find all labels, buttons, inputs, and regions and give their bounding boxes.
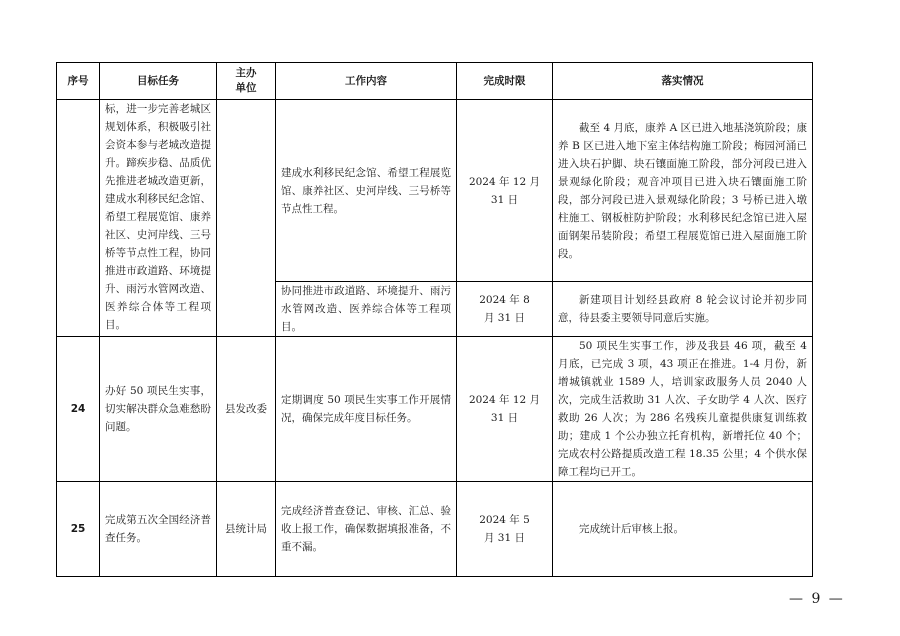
header-deadline: 完成时限 bbox=[457, 63, 553, 100]
table-row bbox=[57, 100, 813, 282]
row-23-unit bbox=[217, 100, 276, 337]
row-24-unit: 县发改委 bbox=[217, 337, 276, 482]
row-25-seq: 25 bbox=[57, 482, 100, 577]
header-content: 工作内容 bbox=[276, 63, 457, 100]
row-23-sub2-content: 协同推进市政道路、环境提升、雨污水管网改造、医养综合体等工程项目。 bbox=[276, 282, 457, 337]
row-23-seq bbox=[57, 100, 100, 337]
row-23-sub1-deadline: 2024 年 12 月 31 日 bbox=[457, 100, 553, 282]
row-25-deadline: 2024 年 5 月 31 日 bbox=[457, 482, 553, 577]
row-23-sub1-status: 截至 4 月底，康养 A 区已进入地基浇筑阶段；康养 B 区已进入地下室主体结构施工阶段；梅园河涌已进入块石护脚、块石镶面施工阶段，部分河段已进入景观绿化阶段；观音冲项目已进入块石镶面施工阶段，部分河段已进入景观绿化阶段；3 号桥已进入墩柱施工、钢板桩防护阶段；水利移民纪念馆已进入屋面钢架吊装阶段；希望工程展览馆已进入屋面施工阶段。 bbox=[553, 100, 813, 282]
header-goal: 目标任务 bbox=[100, 63, 217, 100]
row-25-unit: 县统计局 bbox=[217, 482, 276, 577]
table-header-row bbox=[57, 63, 813, 100]
header-seq: 序号 bbox=[57, 63, 100, 100]
row-23-sub2-deadline: 2024 年 8 月 31 日 bbox=[457, 282, 553, 337]
row-25-content: 完成经济普查登记、审核、汇总、验收上报工作，确保数据填报准备，不重不漏。 bbox=[276, 482, 457, 577]
table-row bbox=[57, 482, 813, 577]
task-table bbox=[56, 62, 813, 577]
header-status: 落实情况 bbox=[553, 63, 813, 100]
row-23-sub2-status: 新建项目计划经县政府 8 轮会议讨论并初步同意，待县委主要领导同意后实施。 bbox=[553, 282, 813, 337]
row-23-goal: 标，进一步完善老城区规划体系，积极吸引社会资本参与老城改造提升。蹄疾步稳、品质优先推进老城改造更新，建成水利移民纪念馆、希望工程展览馆、康养社区、史河岸线、三号桥等节点性工程，协同推进市政道路、环境提升、雨污水管网改造、医养综合体等工程项目。 bbox=[100, 100, 217, 337]
row-24-deadline: 2024 年 12 月 31 日 bbox=[457, 337, 553, 482]
header-unit: 主办单位 bbox=[217, 63, 276, 100]
row-23-sub1-content: 建成水利移民纪念馆、希望工程展览馆、康养社区、史河岸线、三号桥等节点性工程。 bbox=[276, 100, 457, 282]
row-24-goal: 办好 50 项民生实事，切实解决群众急难愁盼问题。 bbox=[100, 337, 217, 482]
row-25-goal: 完成第五次全国经济普查任务。 bbox=[100, 482, 217, 577]
table-row bbox=[57, 337, 813, 482]
page-number: — 9 — bbox=[789, 591, 845, 607]
row-24-content: 定期调度 50 项民生实事工作开展情况，确保完成年度目标任务。 bbox=[276, 337, 457, 482]
row-24-seq: 24 bbox=[57, 337, 100, 482]
row-24-status: 50 项民生实事工作，涉及我县 46 项，截至 4 月底，已完成 3 项，43 项正在推进。1-4 月份，新增城镇就业 1589 人，培训家政服务人员 2040 人次，完成生活救助 31 人次、子女助学 4 人次、医疗救助 26 人次；为 286 名残疾儿童提供康复训练救助；建成 1 个公办独立托育机构，新增托位 40 个；完成农村公路提质改造工程 18.35 公里；4 个供水保障工程均已开工。 bbox=[553, 337, 813, 482]
row-25-status: 完成统计后审核上报。 bbox=[553, 482, 813, 577]
